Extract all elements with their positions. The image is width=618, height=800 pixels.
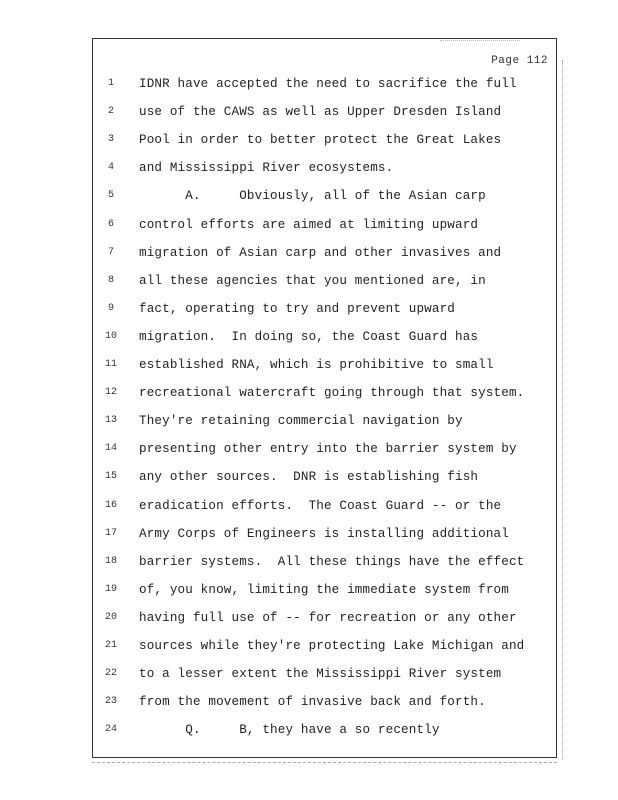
transcript-line xyxy=(93,724,556,752)
line-number: 22 xyxy=(104,668,117,680)
transcript-line xyxy=(93,331,556,359)
line-number: 24 xyxy=(104,724,117,736)
line-text: and Mississippi River ecosystems. xyxy=(139,161,394,176)
line-number: 11 xyxy=(104,359,117,370)
line-text: presenting other entry into the barrier system by xyxy=(139,442,517,457)
line-text: barrier systems. All these things have the effect xyxy=(139,554,525,569)
line-text: migration of Asian carp and other invasives and xyxy=(139,245,502,260)
scan-artifact-bottom xyxy=(92,762,557,764)
line-text: having full use of -- for recreation or any other xyxy=(139,610,517,625)
line-text: use of the CAWS as well as Upper Dresden Island xyxy=(139,105,502,120)
transcript-line xyxy=(93,668,556,696)
line-number: 6 xyxy=(107,218,114,230)
line-text: all these agencies that you mentioned are, in xyxy=(139,273,486,288)
transcript-line xyxy=(93,528,556,556)
line-number: 3 xyxy=(107,134,114,146)
line-number: 23 xyxy=(104,696,117,708)
line-text: recreational watercraft going through that system. xyxy=(139,386,525,401)
transcript-line xyxy=(93,500,556,528)
line-number: 19 xyxy=(104,583,117,595)
line-text: from the movement of invasive back and forth. xyxy=(139,695,486,710)
line-number: 1 xyxy=(107,78,114,89)
line-text: any other sources. DNR is establishing fish xyxy=(139,470,479,485)
line-number: 5 xyxy=(107,190,114,202)
line-text: sources while they're protecting Lake Michigan and xyxy=(139,639,525,653)
line-number: 20 xyxy=(104,611,117,623)
line-text: control efforts are aimed at limiting upward xyxy=(139,217,479,232)
line-text: eradication efforts. The Coast Guard -- or the xyxy=(139,498,502,513)
line-number: 17 xyxy=(104,527,117,539)
transcript-line xyxy=(93,443,556,471)
line-number: 2 xyxy=(107,106,114,118)
transcript-line xyxy=(93,415,556,443)
transcript-line xyxy=(93,359,556,387)
line-number: 10 xyxy=(104,330,117,342)
transcript-line xyxy=(93,303,556,331)
transcript-line xyxy=(93,134,556,162)
transcript-line xyxy=(93,162,556,190)
transcript-line xyxy=(93,696,556,724)
line-number: 4 xyxy=(107,162,114,174)
line-text: to a lesser extent the Mississippi River system xyxy=(139,667,502,682)
transcript-line xyxy=(93,219,556,247)
transcript-line xyxy=(93,640,556,668)
transcript-line xyxy=(93,556,556,584)
line-number: 9 xyxy=(107,302,114,314)
transcript-line xyxy=(93,584,556,612)
transcript-line xyxy=(93,106,556,134)
transcript-line xyxy=(93,275,556,303)
transcript-line xyxy=(93,247,556,275)
line-number: 21 xyxy=(104,640,117,651)
line-number: 18 xyxy=(104,555,117,567)
scan-artifact-right-edge xyxy=(562,60,564,760)
line-text: migration. In doing so, the Coast Guard has xyxy=(139,329,479,344)
line-text: Pool in order to better protect the Great Lakes xyxy=(139,133,502,148)
line-text: of, you know, limiting the immediate system from xyxy=(139,582,509,597)
line-number: 14 xyxy=(104,443,117,455)
line-text: fact, operating to try and prevent upward xyxy=(139,301,456,316)
transcript-line xyxy=(93,612,556,640)
line-text: They're retaining commercial navigation by xyxy=(139,414,463,429)
line-text: Army Corps of Engineers is installing additional xyxy=(139,526,509,541)
line-number: 16 xyxy=(104,499,117,511)
page-number: Page 112 xyxy=(491,55,548,67)
line-text: A. Obviously, all of the Asian carp xyxy=(139,189,486,204)
line-text: Q. B, they have a so recently xyxy=(139,723,440,738)
transcript-page xyxy=(92,38,557,758)
line-number: 8 xyxy=(107,274,114,286)
line-text: IDNR have accepted the need to sacrifice the full xyxy=(139,77,517,91)
line-number: 12 xyxy=(104,387,117,399)
transcript-line xyxy=(93,387,556,415)
line-number: 7 xyxy=(107,246,114,258)
transcript-line xyxy=(93,190,556,218)
transcript-line xyxy=(93,78,556,106)
transcript-line xyxy=(93,471,556,499)
line-number: 15 xyxy=(104,471,117,483)
line-text: established RNA, which is prohibitive to small xyxy=(139,358,494,372)
line-number: 13 xyxy=(104,415,117,427)
